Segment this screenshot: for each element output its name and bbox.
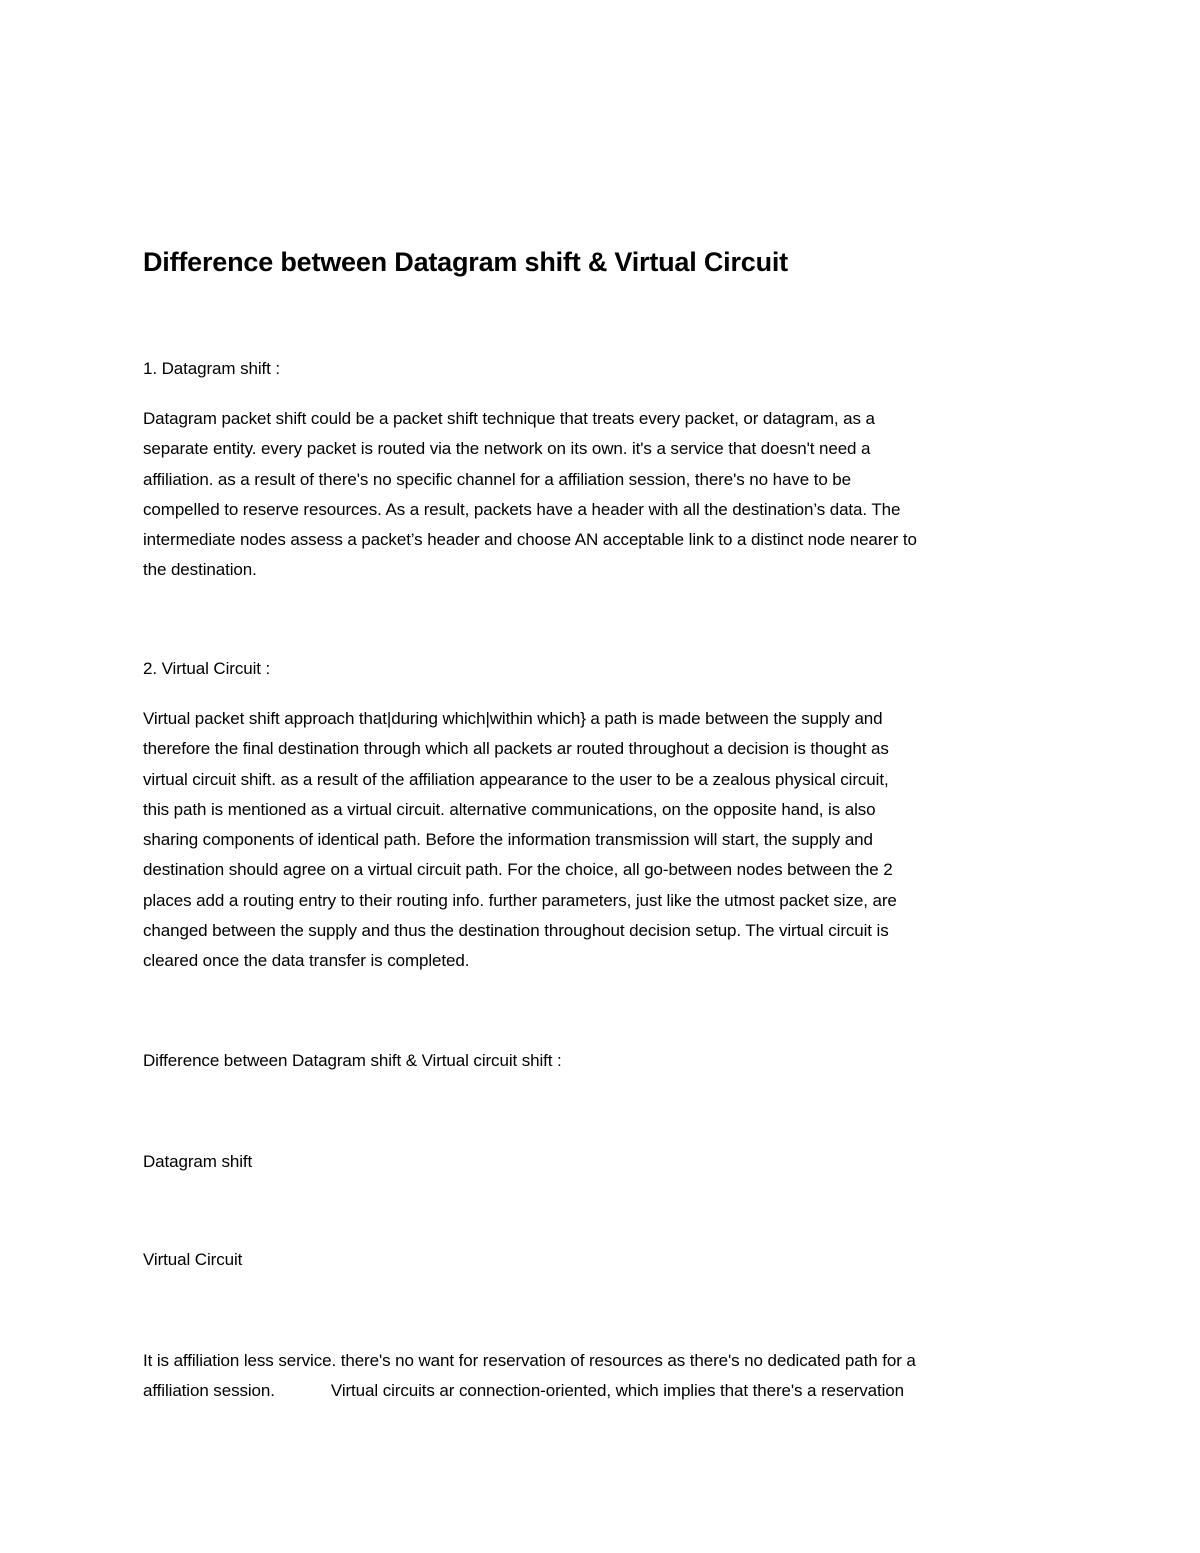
- paragraph-line: changed between the supply and thus the destination throughout decision setup. The virtual circuit is: [143, 921, 889, 941]
- section1-paragraph: [143, 404, 1063, 586]
- comparison-col1-header: Datagram shift: [143, 1152, 253, 1171]
- section1-heading: 1. Datagram shift :: [143, 359, 280, 378]
- comparison-row1-virtual-cell: Virtual circuits ar connection-oriented, which implies that there's a reservation: [330, 1381, 904, 1401]
- paragraph-line: places add a routing entry to their routing info. further parameters, just like the utmost packet size, are: [143, 890, 897, 910]
- paragraph-line: affiliation. as a result of there's no specific channel for a affiliation session, there's no have to be: [143, 469, 852, 489]
- comparison-col2-header: Virtual Circuit: [143, 1250, 243, 1269]
- paragraph-line: the destination.: [143, 560, 257, 580]
- comparison-heading: Difference between Datagram shift & Virtual circuit shift :: [143, 1051, 562, 1070]
- comparison-row1-datagram-cell: affiliation session.: [143, 1381, 275, 1401]
- paragraph-line: sharing components of identical path. Before the information transmission will start, the supply and: [143, 830, 873, 850]
- document-title: Difference between Datagram shift & Virtual Circuit: [143, 247, 788, 277]
- paragraph-line: Datagram packet shift could be a packet shift technique that treats every packet, or datagram, as a: [143, 409, 875, 428]
- paragraph-line: cleared once the data transfer is completed.: [143, 951, 470, 971]
- comparison-row1-line2: [143, 1376, 1063, 1406]
- comparison-row1: [143, 1346, 1063, 1407]
- paragraph-line: this path is mentioned as a virtual circuit. alternative communications, on the opposite hand, is also: [143, 799, 876, 819]
- paragraph-line: therefore the final destination through which all packets ar routed throughout a decision is thought as: [143, 739, 889, 759]
- paragraph-line: compelled to reserve resources. As a result, packets have a header with all the destination’s data. The: [143, 499, 901, 519]
- paragraph-line: separate entity. every packet is routed via the network on its own. it's a service that doesn't need a: [143, 439, 871, 459]
- comparison-row1-line1: It is affiliation less service. there's no want for reservation of resources as there's no dedicated path for a: [143, 1351, 916, 1370]
- paragraph-line: virtual circuit shift. as a result of the affiliation appearance to the user to be a zealous physical circuit,: [143, 769, 889, 789]
- paragraph-line: intermediate nodes assess a packet’s header and choose AN acceptable link to a distinct node nearer to: [143, 530, 917, 550]
- section2-heading: 2. Virtual Circuit :: [143, 659, 271, 678]
- section2-paragraph: [143, 704, 1063, 977]
- paragraph-line: Virtual packet shift approach that|during which|within which} a path is made between the supply and: [143, 709, 883, 728]
- paragraph-line: destination should agree on a virtual circuit path. For the choice, all go-between nodes between the 2: [143, 860, 893, 880]
